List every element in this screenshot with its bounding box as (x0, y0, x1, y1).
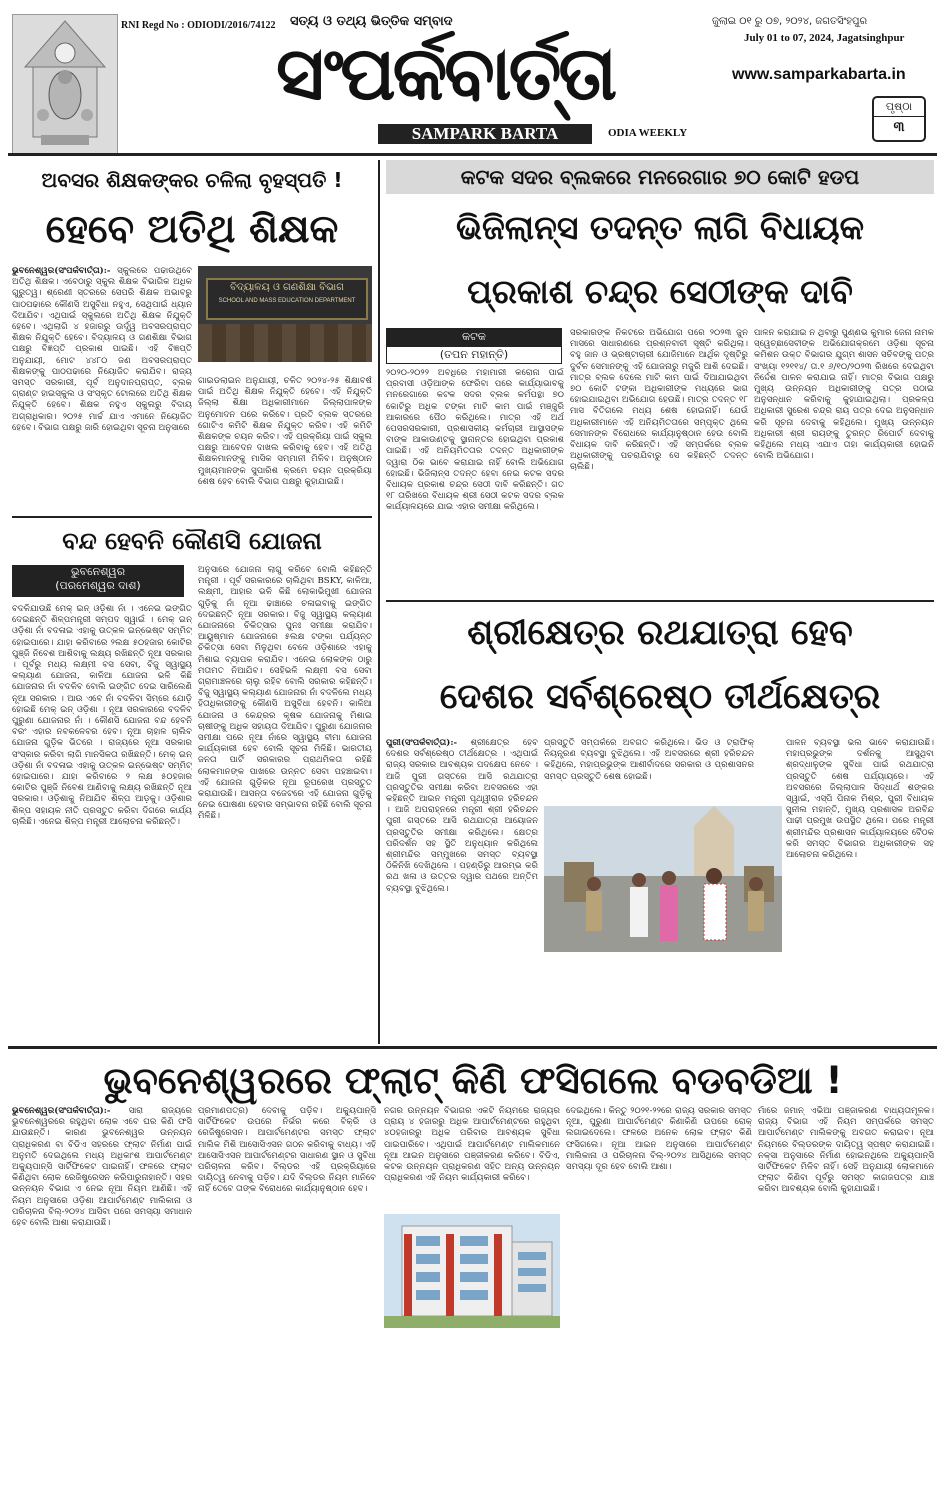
story4-headline-1: ଶ୍ରୀକ୍ଷେତ୍ର ରଥଯାତ୍ରା ହେବ (467, 613, 853, 653)
story2-text-b: ଅନୁସାରେ ଯୋଜନା ଲାଗୁ କରିବେ ବୋଲି କହିଛନ୍ତି ମନ୍ତ୍ରୀ । ପୂର୍ବ ସରକାରରେ ଚାଲିଥିବା BSKY, କାଳିଆ, ଲକ୍ଷ୍ମୀ, ଆହାର ଭଳି କିଛି ଲୋକାଭିମୁଖୀ ଯୋଜନା ଗୁଡ଼ିକୁ ନାଁ ନୂଆ ଢାଞ୍ଚାରେ ଚଳାଇବାକୁ ଇଙ୍ଗିତ ଦେଇଛନ୍ତି ନୂଆ ସରକାର। ବିଜୁ ସ୍ୱାସ୍ଥ୍ୟ କଲ୍ୟାଣ ଯୋଜନାରେ ଚିକିତ୍ସାର ପୁନଃ ସମୀକ୍ଷା କରାଯିବ। ଆୟୁଷ୍ମାନ ଯୋଜନାରେ ୫ଲକ୍ଷ ଟଙ୍କା ପର୍ଯ୍ୟନ୍ତ ଚିକିତ୍ସା ସେବା ମିଳୁଥିବା ବେଳେ ଓଡ଼ିଶାରେ ଏହାକୁ ମିଶାଇ ବ୍ୟାପକ କରାଯିବ। ଏନେଇ ଲୋକଙ୍କ ଠାରୁ ମତାମତ ନିଆଯିବ। ସେହିଭଳି ଲକ୍ଷ୍ମୀ ବସ ସେବା ଗ୍ରାମାଞ୍ଚଳରେ ଚାଲୁ ରହିବ ବୋଲି ସରକାର କହିଛନ୍ତି। ବିଜୁ ସ୍ୱାସ୍ଥ୍ୟ କଲ୍ୟାଣ ଯୋଜନାର ନାଁ ବଦଳିଲେ ମଧ୍ୟ ହିତାଧିକାରୀଙ୍କୁ କୌଣସି ଅସୁବିଧା ହେବନି। କାଳିଆ ଯୋଜନା ଓ କେନ୍ଦ୍ରର କୃଷକ ଯୋଜନାକୁ ମିଶାଇ ଚାଷୀଙ୍କୁ ଅଧିକ ସହାୟତା ଦିଆଯିବ। ପୁରୁଣା ଯୋଜନାର ସମୀକ୍ଷା ପରେ ନୂଆ ନାଁରେ ସ୍ୱାସ୍ଥ୍ୟ ବୀମା ଯୋଜନା କାର୍ଯ୍ୟକାରୀ ହେବ ବୋଲି ସୂଚନା ମିଳିଛି। ଭାରତୀୟ ଜନତା ପାର୍ଟି ସରକାରର ପ୍ରାଥମିକତା ରହିଛି ଲୋକମାନଙ୍କ ପାଖରେ ଉନ୍ନତ ସେବା ପହଞ୍ଚାଇବା। ଏହି ଯୋଜନା ଗୁଡ଼ିକର ନୂଆ ରୂପରେଖ ପ୍ରସ୍ତୁତ କରାଯାଉଛି। ଆସନ୍ତା ବଜେଟରେ ଏହି ଯୋଜନା ଗୁଡ଼ିକୁ ନେଇ ଘୋଷଣା ହେବାର ସମ୍ଭାବନା ରହିଛି ବୋଲି ସୂଚନା ମିଳିଛି। (198, 565, 372, 822)
masthead (0, 0, 945, 152)
story4-text-c: ପାଳନ ବ୍ୟବସ୍ଥା ଭଲ ଭାବେ କରାଯାଉଛି। ମହାପ୍ରଭୁଙ୍କ ଦର୍ଶନକୁ ଆସୁଥିବା ଶ୍ରଦ୍ଧାଳୁଙ୍କ ସୁବିଧା ପାଇଁ ରଥଯାତ୍ରା ପ୍ରସ୍ତୁତି ଶେଷ ପର୍ଯ୍ୟାୟରେ। ଏହି ଅବସରରେ ଜିଲ୍ଲାପାଳ ସିଦ୍ଧାର୍ଥ ଶଙ୍କର ସ୍ୱାଇଁ, ଏସ୍ପି ପିନାକ ମିଶ୍ର, ପୁରୀ ବିଧାୟକ ସୁନୀଲ ମହାନ୍ତି, ମୁଖ୍ୟ ପ୍ରଶାସକ ଅରବିନ୍ଦ ପାଢୀ ପ୍ରମୁଖ ଉପସ୍ଥିତ ଥିଲେ। ପରେ ମନ୍ତ୍ରୀ ଶ୍ରୀମନ୍ଦିର ପ୍ରଶାସନ କାର୍ଯ୍ୟାଳୟରେ ବୈଠକ କରି ସମସ୍ତ ବିଭାଗର ଅଧିକାରୀଙ୍କ ସହ ଆଲୋଚନା କରିଥିଲେ। (786, 738, 934, 861)
masthead-tagline: ସତ୍ୟ ଓ ତଥ୍ୟ ଭିତ୍ତିକ ସମ୍ବାଦ (290, 14, 453, 29)
page-number-box (872, 96, 926, 142)
deity-logo (12, 14, 118, 154)
odia-weekly-label: ODIA WEEKLY (608, 127, 688, 139)
story1-headline: ହେବେ ଅତିଥି ଶିକ୍ଷକ (45, 207, 339, 252)
story3-byline-name: (ତପନ ମହାନ୍ତି) (386, 346, 562, 364)
story5-body-a: ସାରା ରାଜ୍ୟରେ ଭୁବନେଶ୍ୱରରେ ରହୁଥିବା ଲୋକ ଏବେ ଘର କିଣି ଫସି ଯାଉଛନ୍ତି। କାରଣ ଭୁବନେଶ୍ୱର ଉନ୍ନୟନ ପ୍ରାଧିକରଣ ବା ବିଡିଏ ସହରରେ ଫ୍ଲାଟ ନିର୍ମାଣ ପାଇଁ ଅନୁମତି ଦେଇଥିଲେ ମଧ୍ୟ ଅଧିକାଂଶ ଆପାର୍ଟମେଣ୍ଟ ଅକ୍ୟୁପାନ୍ସି ସାର୍ଟିଫିକେଟ ପାଇନାହିଁ। ଫଳରେ ଫ୍ଲାଟ କିଣିଥିବା ଲୋକ ରେଜିଷ୍ଟ୍ରେସନ କରିପାରୁନାହାନ୍ତି। ସହର ଉନ୍ନୟନ ବିଭାଗ ଏ ନେଇ ନୂଆ ନିୟମ ଆଣିଛି। ଏହି ନିୟମ ଅନୁସାରେ ଓଡ଼ିଶା ଆପାର୍ଟମେଣ୍ଟ ମାଲିକାନା ଓ ପରିଚାଳନା ବିଲ୍-୨୦୨୪ ଆସିବା ପରେ ସମସ୍ୟା ସମାଧାନ ହେବ ବୋଲି ଆଶା କରାଯାଉଛି। (12, 1106, 192, 1229)
page-number: ୩ (893, 119, 905, 135)
masthead-title-en: SAMPARK BARTA (378, 124, 592, 144)
story4-text-b: ପ୍ରସ୍ତୁତି ସମ୍ପର୍କରେ ଅବଗତ କରିଥିଲେ। ଭିଡ ଓ ଟ୍ରାଫିକ୍ ନିୟନ୍ତ୍ରଣ ବ୍ୟବସ୍ଥା ବୁଝିଥିଲେ। ଏହି ଅବସରରେ ଶ୍ରୀ ହରିଚନ୍ଦନ କହିଥିଲେ, ମହାପ୍ରଭୁଙ୍କ ଆଶୀର୍ବାଦରେ ସରକାର ଓ ପ୍ରଶାସନର ସମସ୍ତ ପ୍ରସ୍ତୁତି ଶେଷ ହୋଇଛି। (544, 738, 754, 782)
story5-text-d: ଦେଇଥିଲେ। କିନ୍ତୁ ୨୦୨୧-୨୨ରେ ରାଜ୍ୟ ସରକାର ସମସ୍ତ ନୂଆ, ପୁରୁଣା ଆପାର୍ଟମେଣ୍ଟ କିଣାକିଣି ଉପରେ ରୋକ୍ ଲଗାଇଦେଲେ। ଫଳରେ ଅନେକ ଲୋକ ଫ୍ଲାଟ କିଣି ଫସିଗଲେ। ନୂଆ ଆଇନ ଅନୁସାରେ ଆପାର୍ଟମେଣ୍ଟ ମାଲିକାନା ଓ ପରିଚାଳନା ବିଲ୍-୨୦୨୪ ଆସିଥିଲେ ସମସ୍ତ ସମସ୍ୟା ଦୂର ହେବ ବୋଲି ଆଶା। (566, 1106, 752, 1173)
page-label: ପୃଷ୍ଠା (874, 98, 924, 117)
story5-photo (384, 1214, 560, 1328)
story4-dateline: ପୁରୀ(ସଂପର୍କବାର୍ତ୍ତା):- (386, 738, 458, 748)
story2-headline: ବନ୍ଦ ହେବନି କୌଣସି ଯୋଜନା (62, 527, 322, 555)
story2-byline-name: (ପରମେଶ୍ୱର ଦାଶ) (55, 579, 141, 592)
story4-body-a: ଶ୍ରୀକ୍ଷେତ୍ର ହେବ ଦେଶର ସର୍ବଶ୍ରେଷ୍ଠ ତୀର୍ଥକ୍ଷେତ୍ର । ଏଥିପାଇଁ ରାଜ୍ୟ ସରକାର ଆବଶ୍ୟକ ପଦକ୍ଷେପ ନେବେ । ଆଜି ପୁରୀ ଗସ୍ତରେ ଆସି ରଥଯାତ୍ରା ପ୍ରସ୍ତୁତିର ସମୀକ୍ଷା କରିବା ଅବସରରେ ଏହା କହିଛନ୍ତି ଆଇନ ମନ୍ତ୍ରୀ ପୃଥ୍ୱୀରାଜ ହରିଚନ୍ଦନ । ଆଜି ଅପରାହ୍ନରେ ମନ୍ତ୍ରୀ ଶ୍ରୀ ହରିଚନ୍ଦନ ପୁରୀ ଗସ୍ତରେ ଆସି ରଥଯାତ୍ରା ଆୟୋଜନ ପ୍ରସ୍ତୁତିର ସମୀକ୍ଷା କରିଥିଲେ। କ୍ଷେତ୍ର ପରିଦର୍ଶନ ସହ ସ୍ଥିତି ଅନୁଧ୍ୟାନ କରିଥିଲେ ଶ୍ରୀମନ୍ଦିର ସମ୍ମୁଖରେ ସମସ୍ତ ବ୍ୟବସ୍ଥା ଠିକିନିଖି ଦେଖିଥିଲେ । ପହଣ୍ଡିରୁ ଆରମ୍ଭ କରି ରଥ ଖଳା ଓ ଉତ୍ତର ଦ୍ୱାର ପଥରେ ଅନ୍ତିମ ବ୍ୟବସ୍ଥା ବୁଝିଥିଲେ। (386, 738, 538, 894)
story5-dateline: ଭୁବନେଶ୍ୱର(ସଂପର୍କବାର୍ତ୍ତା):- (12, 1106, 111, 1116)
story4-headline-2: ଦେଶର ସର୍ବଶ୍ରେଷ୍ଠ ତୀର୍ଥକ୍ଷେତ୍ର (439, 677, 881, 717)
story4-text-a (386, 738, 538, 1042)
column-divider (378, 160, 380, 1044)
story1-text-b: ଗାଇଡଲାଇନ ଅନୁଯାୟୀ, ଚଳିତ ୨୦୨୪-୨୫ ଶିକ୍ଷାବର୍ଷ ପାଇଁ ଅତିଥି ଶିକ୍ଷକ ନିଯୁକ୍ତି ହେବେ। ଏହି ନିଯୁକ୍ତି ଜିଲ୍ଲା ଶିକ୍ଷା ଅଧିକାରୀମାନେ ଜିଲ୍ଲାପାଳଙ୍କ ଅନୁମୋଦନ ପରେ କରିବେ। ପ୍ରତି ବ୍ଲକ ସ୍ତରରେ ଗୋଟିଏ କମିଟି ଶିକ୍ଷକ ନିଯୁକ୍ତ କରିବ। ଏହି କମିଟି ଶିକ୍ଷକଙ୍କ ଚୟନ କରିବ। ଏହି ପ୍ରକ୍ରିୟା ପାଇଁ ସ୍କୁଲ ପକ୍ଷରୁ ଆବେଦନ ଦାଖଲ କରିବାକୁ ହେବ। ଏହି ଅତିଥି ଶିକ୍ଷକମାନଙ୍କୁ ମାସିକ ସମ୍ମାନୀ ମିଳିବ। ଅନୁଷ୍ଠାନ ମୁଖ୍ୟମାନଙ୍କ ସୁପାରିଶ କ୍ରମେ ଚୟନ ପ୍ରକ୍ରିୟା ଶେଷ ହେବ ବୋଲି ବିଭାଗ ପକ୍ଷରୁ କୁହାଯାଇଛି। (198, 376, 372, 487)
story1-divider (12, 516, 372, 518)
issue-date-odia: ଜୁଲାଇ ୦୧ ରୁ ୦୭, ୨୦୨୪, ଜଗତସିଂହପୁର (712, 16, 868, 27)
rath-yatra-photo (544, 806, 782, 952)
masthead-title: ସଂପର୍କବାର୍ତ୍ତା (276, 31, 615, 117)
story5-text-b: ପ୍ରମାଣପତ୍ର) ଦେବାକୁ ପଡ଼ିବ। ଅକ୍ୟୁପାନ୍ସି ସାର୍ଟିଫିକେଟ ଉପରେ ନିର୍ଭର କରେ ବିକ୍ରି ଓ ରେଜିଷ୍ଟ୍ରେସନ। ଆପାର୍ଟମେଣ୍ଟର ସମସ୍ତ ଫ୍ଲାଟ ମାଲିକ ମିଶି ଆସୋସିଏସନ ଗଠନ କରିବାକୁ ବାଧ୍ୟ। ଏହି ଆସୋସିଏସନ ଆପାର୍ଟମେଣ୍ଟର ସାଧାରଣ ସ୍ଥାନ ଓ ସୁବିଧା ପରିଚାଳନା କରିବ। ବିଲ୍ଡର ଏହି ପ୍ରକ୍ରିୟାରେ ଦାୟିତ୍ୱ ନେବାକୁ ପଡ଼ିବ। ଯଦି ବିଲ୍ଡର ନିୟମ ମାନିବେ ନାହିଁ ତେବେ ତାଙ୍କ ବିରୋଧରେ କାର୍ଯ୍ୟାନୁଷ୍ଠାନ ହେବ। (198, 1106, 376, 1195)
bottom-section-divider (8, 1046, 937, 1049)
story3-kicker: କଟକ ସଦର ବ୍ଲକରେ ମନରେଗାର ୭୦ କୋଟି ହଡପ (386, 160, 934, 194)
story3-text-b: ସରକାରଙ୍କ ନିକଟରେ ଅଭିଯୋଗ ପରେ ୨୦୨୩ ଜୁନ ମାସରେ ସାଧାରଣରେ ପ୍ରଶ୍ନବାଚୀ ସୃଷ୍ଟି କରିଥିଲା। ବହୁ ଜାନ ଓ ଭ୍ରଷ୍ଟାଚାରୀ ଯୋଜିମାନେ ଆର୍ଥିକ ଦୃଷ୍ଟିରୁ ଦୁର୍ବଳ ସେମାନଙ୍କୁ ଏହି ଯୋଜନାରୁ ମଜୁରି ଆଶି ଦେଇଛି। ମାତ୍ର ବ୍ଲକ ଦେଲେ ମାଟି କାମ ପାଇଁ ଦିଆଯାଇଥିବା ୭୦ କୋଟି ଟଙ୍କା ଅଧିକାରୀଙ୍କ ମଧ୍ୟରେ ଭାଗ ହୋଇଯାଇଥିବା ଅଭିଯୋଗ ହେଉଛି। ମାତ୍ର ତଦନ୍ତ ୧୮ ମାସ ବିତିଗଲେ ମଧ୍ୟ ଶେଷ ହୋଇନାହିଁ। ଯେଉଁ ଅଧିକାରୀମାନେ ଏହି ଅନିୟମିତତାରେ ସମ୍ପୃକ୍ତ ଥିଲେ ସେମାନଙ୍କ ବିରୋଧରେ କାର୍ଯ୍ୟାନୁଷ୍ଠାନ ହେଉ ବୋଲି ବିଧାୟକ ଦାବି କରିଛନ୍ତି। ଏହି ସମ୍ପର୍କରେ ବ୍ଲକ ଅଧିକାରୀଙ୍କୁ ପଚରାଯିବାରୁ ସେ କହିଛନ୍ତି ତଦନ୍ତ ଚାଲିଛି। (570, 328, 748, 473)
story3-headline-1: ଭିଜିଲାନ୍ସ ତଦନ୍ତ ଲାଗି ବିଧାୟକ (456, 208, 864, 247)
photo-sign-text-en: SCHOOL AND MASS EDUCATION DEPARTMENT (218, 298, 356, 304)
story1-text-a (12, 266, 192, 510)
issue-date-english: July 01 to 07, 2024, Jagatsinghpur (744, 32, 905, 44)
story1-dateline: ଭୁବନେଶ୍ୱର(ସଂପର୍କବାର୍ତ୍ତା):- (12, 266, 111, 276)
story3-byline (386, 328, 562, 364)
rni-number: RNI Regd No : ODIODI/2016/74122 (121, 20, 276, 31)
temple-illustration (13, 15, 117, 153)
story4-photo (544, 806, 782, 952)
story3-text-c: ପାଳନ କରାଯାଇ ନ ଥିବାରୁ ପୁଣ୍ଣଭ କୁମାର ଜେନା ନାମକ ସ୍ୱେଚ୍ଛାସେବୀଙ୍କ ଅଭିଯୋଗକ୍ରମେ ଓଡ଼ିଶା ସୂଚନା କମିଶନ ଉକ୍ତ ବିଭାଗର ଯୁଗ୍ମ ଶାସନ ସଚିବଙ୍କୁ ପତ୍ର ସଂଖ୍ୟା ୧୨୧୧୪/ ତା.୧ ୬/୧୦/୨୦୨୩ ରିଖରେ ଦେଇଥିବା ନିର୍ଦ୍ଦେଶ ପାଳନ କରାଯାଇ ନାହିଁ। ମାତ୍ର ବିଭାଗ ପକ୍ଷରୁ ମୁଖ୍ୟ ଉନ୍ନୟନ ଅଧିକାରୀଙ୍କୁ ପତ୍ର ପଠାଇ ଅନୁସନ୍ଧାନ କରିବାକୁ କୁହାଯାଇଥିଲା। ପ୍ରକଳ୍ପ ଅଧିକାରୀ ସୁରେଶ ଚନ୍ଦ୍ର ରାୟ ପତ୍ର ଦେଇ ଅନୁସନ୍ଧାନ କରି ସୂଚନା ଦେବାକୁ କହିଥିଲେ। ମୁଖ୍ୟ ଉନ୍ନୟନ ଅଧିକାରୀ ଶ୍ରୀ ରାୟଙ୍କୁ ତୁରନ୍ତ ରିପୋର୍ଟ ଦେବାକୁ କହିଥିଲେ ମଧ୍ୟ ଏଯାଏ ତାହା କାର୍ଯ୍ୟକାରୀ ହୋଇନି ବୋଲି ଅଭିଯୋଗ। (754, 328, 934, 462)
story2-byline-place: ଭୁବନେଶ୍ୱର (70, 565, 126, 578)
story3-headline-2: ପ୍ରକାଶ ଚନ୍ଦ୍ର ସେଠୀଙ୍କ ଦାବି (467, 272, 853, 311)
story3-text-a: ୨୦୨୦-୨୦୨୨ ଅବଧିରେ ମହାମାରୀ କରୋନା ପାଇଁ ପ୍ରବାସୀ ଓଡ଼ିଆଙ୍କ ଫେରିବା ପରେ କାର୍ଯ୍ୟାଭାବକୁ ମନରେଗାରେ କଟକ ସଦର ବ୍ଲକ କର୍ମପନ୍ଥା ୭୦ କୋଟିରୁ ଅଧିକ ଟଙ୍କା ମାଟି କାମ ପାଇଁ ମଞ୍ଜୁରି ଆକାରରେ ପୈଠ କରିଥିଲେ। ମାତ୍ର ଏହି ଅର୍ଥ ପେସରସରକାରୀ, ପ୍ରଶାସକୀୟ କର୍ମଚାରୀ ଆସ୍ଥାସଙ୍କ ବାଙ୍କ ଆକାଉଣ୍ଟକୁ ସ୍ଥାନାନ୍ତର ହୋଇଥିବା ପ୍ରକାଶ ପାଇଛି। ଏହି ଅନିୟମିତତାର ତଦନ୍ତ ଅଧିକାରୀଙ୍କ ଦ୍ୱାରା ଠିକ ଭାବେ କରାଯାଇ ନାହିଁ ବୋଲି ଅଭିଯୋଗ ହୋଇଛି। ଭିଜିଲାନ୍ସ ତଦନ୍ତ ହେବା ନେଇ କଟକ ସଦର ବିଧାୟକ ପ୍ରକାଶ ଚନ୍ଦ୍ର ସେଠୀ ଦାବି କରିଛନ୍ତି। ଗତ ୧୮ ତାରିଖରେ ବିଧାୟକ ଶ୍ରୀ ସେଠୀ କଟକ ସଦର ବ୍ଲକ କାର୍ଯ୍ୟାଳୟରେ ଯାଇ ଏହାର ସମୀକ୍ଷା କରିଥିଲେ। (386, 368, 564, 513)
story1-body-a: ସ୍କୁଲରେ ପଢାଉଥିବେ ଅତିଥି ଶିକ୍ଷକ। ଏବେଠାରୁ ସ୍କୁଲ ଶିକ୍ଷକ ବିଭାଗିକ ଅଧିକ ଗୁରୁତ୍ୱ। ଶ୍ରେଣୀ ସ୍ତରରେ ସେପରି ଶିକ୍ଷକ ଅଭାବରୁ ପାଠପଢାରେ କୌଣସି ଅସୁବିଧା ନହୁଏ, ସେଥିପାଇଁ ଧ୍ୟାନ ଦିଆଯିବ। ଏଥିପାଇଁ ସ୍କୁଲରେ ଅତିଥି ଶିକ୍ଷକ ନିଯୁକ୍ତି ହେବେ। ଏଥିଲାଗି ୪ ହଜାରରୁ ଊର୍ଦ୍ଧ୍ୱ ଅବସରପ୍ରାପ୍ତ ଶିକ୍ଷକ ନିଯୁକ୍ତି ହେବେ। ବିଦ୍ୟାଳୟ ଓ ଗଣଶିକ୍ଷା ବିଭାଗ ପକ୍ଷରୁ ବିଜ୍ଞପ୍ତି ପ୍ରକାଶ ପାଇଛି। ଏହି ବିଜ୍ଞପ୍ତି ଅନୁଯାୟୀ, ମୋଟ ୪୪୮୦ ଜଣ ଅବସରପ୍ରାପ୍ତ ଶିକ୍ଷକଙ୍କୁ ପାଠପଢାରେ ନିୟୋଜିତ କରାଯିବ। ରାଜ୍ୟ ସମସ୍ତ ସରକାରୀ, ପୂର୍ବ ଅନୁଦାନପ୍ରାପ୍ତ, ବ୍ଲକ ଗ୍ରାଣ୍ଟ ହାଇସ୍କୁଲ ଓ ସଂସ୍କୃତ ଟୋଲରେ ଅତିଥି ଶିକ୍ଷକ ନିଯୁକ୍ତି ହେବେ। ଶିକ୍ଷକ ନହୁଏ ସ୍କୁଲରୁ ବିଦାୟ ଅଗ୍ରାଧିକାର। ୨୦୨୫ ମାର୍ଚ୍ଚ ଯାଏ ଏମାନେ ନିୟୋଜିତ ହେବେ। ବିଭାଗ ପକ୍ଷରୁ ଜାରି ହୋଇଥିବା ସୂଚନା ଅନୁସାରେ (12, 266, 192, 433)
story5-text-e: ମାଁରେ ଜମାନ୍ ଏଭିଆ ପଞ୍ଜାକରଣ ବାଧ୍ୟତାମୂଳକ। ରାଜ୍ୟ ବିଭାଗ ଏହି ନିୟମ ସମ୍ପର୍କରେ ସମସ୍ତ ଆପାର୍ଟମେଣ୍ଟ ମାଲିକଙ୍କୁ ଅବଗତ କରାଇବ। ନୂଆ ନିୟମରେ ବିଲ୍ଡରଙ୍କ ଦାୟିତ୍ୱ ସ୍ପଷ୍ଟ କରାଯାଇଛି। ନକ୍ସା ଅନୁସାରେ ନିର୍ମାଣ ହୋଇନଥିଲେ ଅକ୍ୟୁପାନ୍ସି ସାର୍ଟିଫିକେଟ ମିଳିବ ନାହିଁ। ସେହି ଅନୁଯାୟୀ ଲୋକମାନେ ଫ୍ଲାଟ କିଣିବା ପୂର୍ବରୁ ସମସ୍ତ କାଗଜପତ୍ର ଯାଞ୍ଚ କରିବା ଆବଶ୍ୟକ ବୋଲି କୁହାଯାଇଛି। (758, 1106, 934, 1195)
story5-text-a (12, 1106, 192, 1486)
story5-headline: ଭୁବନେଶ୍ୱରରେ ଫ୍ଲାଟ୍ କିଣି ଫସିଗଲେ ବଡବଡିଆ ! (103, 1059, 843, 1102)
apartment-photo (384, 1214, 560, 1328)
story3-byline-place: କଟକ (462, 330, 486, 343)
story1-photo (198, 266, 372, 362)
website-link[interactable]: www.samparkabarta.in (732, 66, 906, 83)
masthead-divider (8, 153, 937, 156)
story2-byline (12, 565, 184, 597)
story1-kicker: ଅବସର ଶିକ୍ଷକଙ୍କର ଚଳିଲା ବୃହସ୍ପତି ! (41, 168, 343, 192)
story5-text-c: ନଗର ଉନ୍ନୟନ ବିଭାଗର ଏକଟି ନିୟମରେ ରାଜ୍ୟର ପ୍ରାୟ ୪ ହଜାରରୁ ଅଧିକ ଆପାର୍ଟମେଣ୍ଟରେ ରହୁଥିବା ୪୦ହଜାରରୁ ଅଧିକ ପରିବାର ଆବଶ୍ୟକ ସୁବିଧା ପାଇପାରିବେ। ଏଥିପାଇଁ ଆପାର୍ଟମେଣ୍ଟ ମାଲିକମାନେ ନୂଆ ଆଇନ ଅନୁସାରେ ପଞ୍ଜୀକରଣ କରିବେ। ବିଡିଏ, କଟକ ଉନ୍ନୟନ ପ୍ରାଧିକରଣ ସହିତ ଅନ୍ୟ ଉନ୍ନୟନ ପ୍ରାଧିକରଣ ଏହି ନିୟମ କାର୍ଯ୍ୟକାରୀ କରିବେ। (384, 1106, 560, 1184)
photo-sign-text: ବିଦ୍ୟାଳୟ ଓ ଗଣଶିକ୍ଷା ବିଭାଗ (230, 282, 344, 293)
story2-text-a: ବଦଳିଯାଉଛି ମେକ୍ ଇନ୍ ଓଡ଼ିଶା ନାଁ । ଏନେଇ ଇଙ୍ଗିତ ଦେଇଛନ୍ତି ଶିଳ୍ପମନ୍ତ୍ରୀ ସମ୍ପଦ ସ୍ୱାଇଁ । ମେକ୍ ଇନ୍ ଓଡ଼ିଶା ନାଁ ବଦଳାଇ ଏହାକୁ ଉତ୍କଳ ଇନ୍‌ଭେଷ୍ଟ ସମ୍ମିଟ୍ ହୋଇପାରେ। ଯାହା କରିବାରେ ୨ଲକ୍ଷ ୫୦ହଜାର କୋଟିର ପୁଞ୍ଜି ନିବେଶ ଆଶିବାକୁ ଲକ୍ଷ୍ୟ ରଖିଛନ୍ତି ନୂଆ ସରକାର । ପୂର୍ବରୁ ମଧ୍ୟ ଲକ୍ଷ୍ମୀ ବସ ସେବା, ବିଜୁ ସ୍ୱାସ୍ଥ୍ୟ କଲ୍ୟାଣ ଯୋଜନା, କାଳିଆ ଯୋଜନା ଭଳି କିଛି ଯୋଜନାର ନାଁ ବଦଳିବ ବୋଲି ଇଙ୍ଗିତ ଦେଇ ସାରିଲେଣି ନୂଆ ସରକାର । ଆଉ ଏବେ ନାଁ ବଦଳିବା ସିମ୍ରେ ଯୋଡ଼ି ହୋଇଛି ମେକ୍ ଇନ୍ ଓଡ଼ିଶା । ନୂଆ ସରକାରରେ ବଦଳିବ ପୁରୁଣା ଯୋଜନାର ନାଁ । କୌଣସି ଯୋଜନା ବନ୍ଦ ହେବନି ବରଂ ଏହାର ନବକଳେବର ହେବ। ନୂଆ ଚାହାଳ ଚାଲିବ ଯୋଜନା ଗୁଡ଼ିକ ଭିତରେ । ରାଜ୍ୟରେ ନୂଆ ସରକାର ସଂସ୍କାର କରିବା ଲାଗି ମାନସିକତା ରଖିଛନ୍ତି। ମେକ୍ ଇନ୍ ଓଡ଼ିଶା ନାଁ ବଦଳାଇ ଏହାକୁ ଉତ୍କଳ ଇନ୍‌ଭେଷ୍ଟ ସମ୍ମିଟ୍ ହୋଇପାରେ। ଯାହା କରିବାରେ ୨ ଲକ୍ଷ ୫୦ହଜାର କୋଟିର ପୁଞ୍ଜି ନିବେଶ ଆଣିବାକୁ ଲକ୍ଷ୍ୟ ରଖିଛନ୍ତି ନୂଆ ସରକାର। ଓଡ଼ିଶାକୁ ନିଆଯିବ ଶିଳ୍ପ ଆଡ଼କୁ। ଓଡ଼ିଶାର ଶିଳ୍ପ ସହାୟକ ନୀତି ପ୍ରସ୍ତୁତ କରିବା ଦିଗରେ କାର୍ଯ୍ୟ ଚାଲିଛି। ଏନେଇ ଶିଳ୍ପ ମନ୍ତ୍ରୀ ଆଲୋଚନା କରିଛନ୍ତି। (12, 604, 192, 827)
